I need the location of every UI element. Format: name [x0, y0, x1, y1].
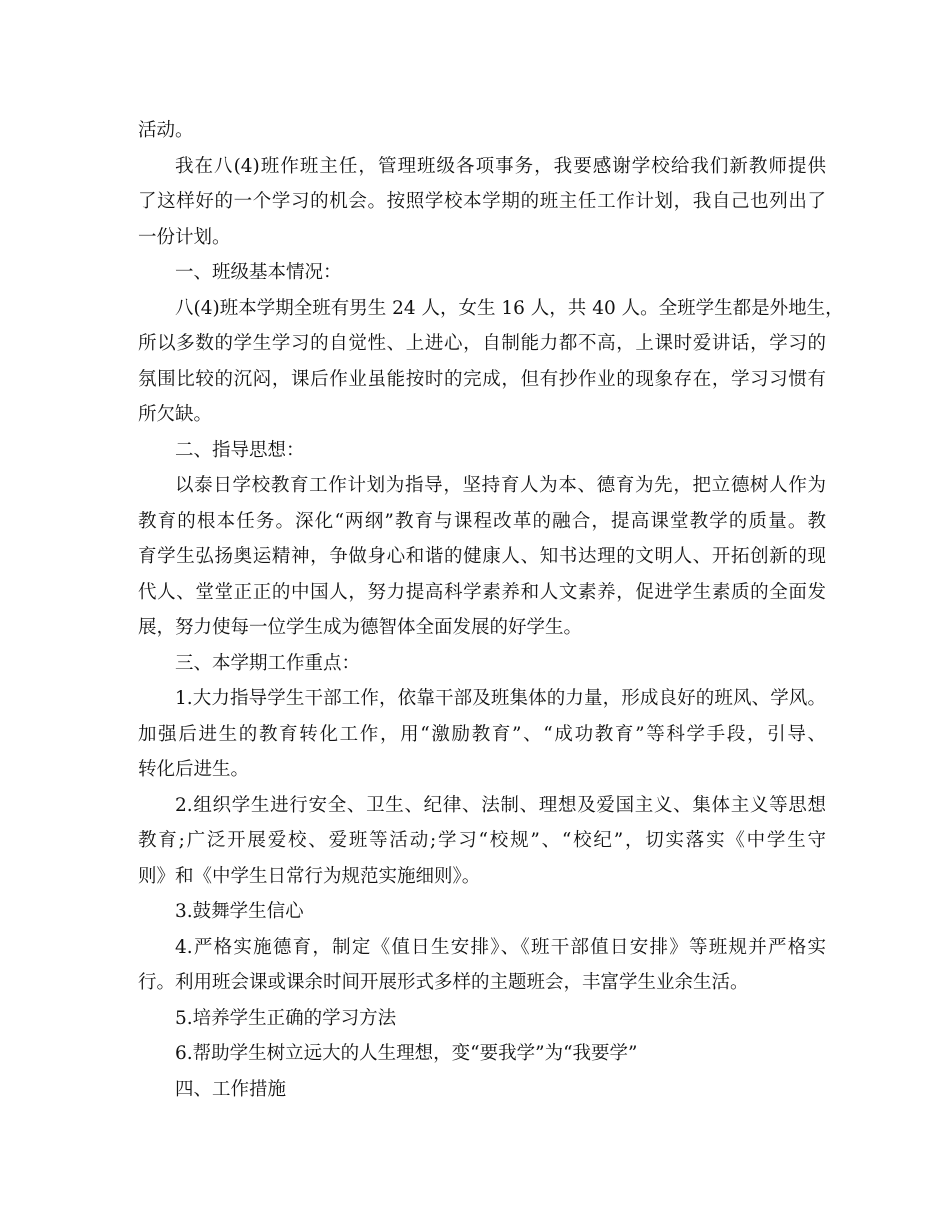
text-line: 了这样好的一个学习的机会。按照学校本学期的班主任工作计划，我自己也列出了	[138, 191, 826, 212]
text-line: 6.帮助学生树立远大的人生理想，变“要我学”为“我要学”	[175, 1043, 638, 1064]
text-line: 氛围比较的沉闷，课后作业虽能按时的完成，但有抄作业的现象存在，学习习惯有	[138, 368, 826, 390]
text-line: 4.严格实施德育，制定《值日生安排》、《班干部值日安排》等班规并严格实	[175, 936, 826, 958]
text-line: 一份计划。	[138, 226, 231, 248]
text-line: 一、班级基本情况：	[175, 262, 342, 283]
text-line: 三、本学期工作重点：	[175, 652, 361, 674]
text-line: 所以多数的学生学习的自觉性、上进心，自制能力都不高，上课时爱讲话，学习的	[138, 333, 826, 354]
text-line: 活动。	[138, 120, 194, 141]
text-line: 育学生弘扬奥运精神，争做身心和谐的健康人、知书达理的文明人、开拓创新的现	[138, 546, 826, 567]
text-line: 二、指导思想：	[175, 439, 305, 461]
text-line: 展，努力使每一位学生成为德智体全面发展的好学生。	[138, 617, 583, 638]
text-line: 5.培养学生正确的学习方法	[175, 1007, 397, 1029]
text-line: 四、工作措施	[175, 1078, 287, 1100]
text-line: 所欠缺。	[138, 404, 213, 425]
text-line: 八(4)班本学期全班有男生 24 人，女生 16 人，共 40 人。全班学生都是外地生，	[175, 297, 844, 319]
text-line: 2.组织学生进行安全、卫生、纪律、法制、理想及爱国主义、集体主义等思想	[175, 794, 826, 816]
text-line: 转化后进生。	[138, 759, 250, 780]
text-line: 以泰日学校教育工作计划为指导，坚持育人为本、德育为先，把立德树人作为	[175, 475, 826, 496]
text-line: 则》和《中学生日常行为规范实施细则》。	[138, 865, 481, 887]
text-line: 1.大力指导学生干部工作，依靠干部及班集体的力量，形成良好的班风、学风。	[175, 688, 826, 709]
text-line: 3.鼓舞学生信心	[175, 901, 304, 922]
text-line: 我在八(4)班作班主任，管理班级各项事务，我要感谢学校给我们新教师提供	[175, 155, 826, 177]
text-line: 教育的根本任务。深化“两纲”教育与课程改革的融合，提高课堂教学的质量。教	[138, 510, 826, 532]
document-page	[138, 113, 844, 1107]
text-line: 加强后进生的教育转化工作，用“激励教育”、“成功教育”等科学手段，引导、	[138, 723, 826, 745]
text-line: 教育;广泛开展爱校、爱班等活动;学习“校规”、“校纪”，切实落实《中学生守	[138, 830, 826, 851]
text-line: 代人、堂堂正正的中国人，努力提高科学素养和人文素养，促进学生素质的全面发	[138, 581, 826, 603]
text-line: 行。利用班会课或课余时间开展形式多样的主题班会，丰富学生业余生活。	[138, 972, 749, 993]
